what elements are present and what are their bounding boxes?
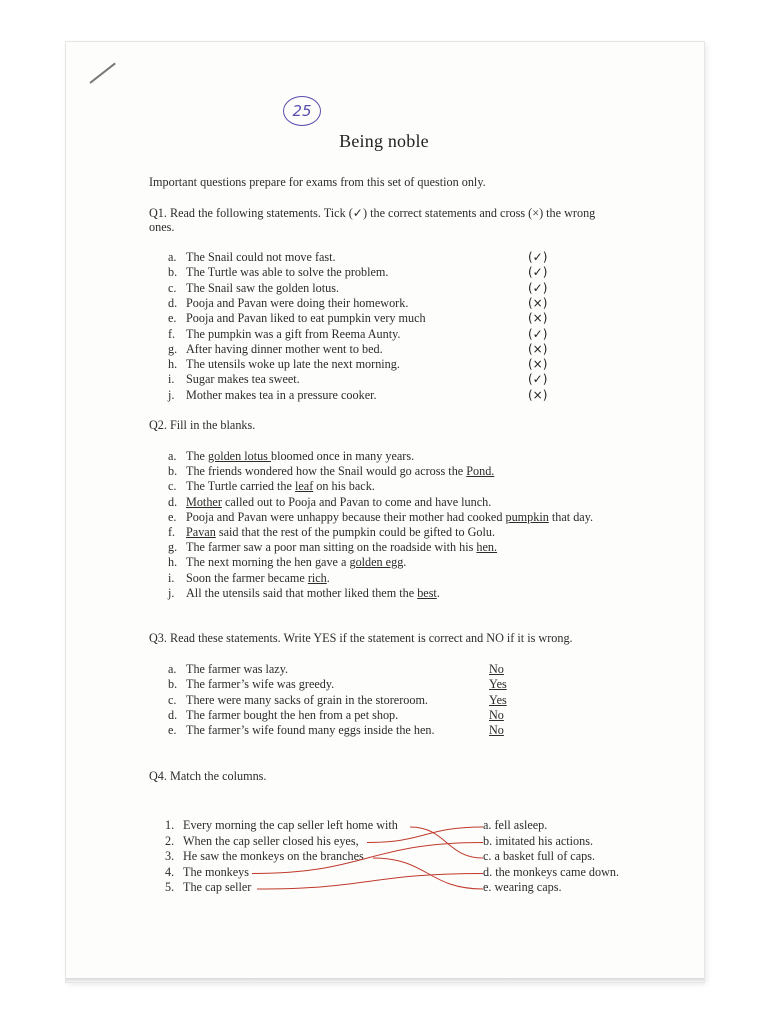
item-text: The Snail could not move fast. xyxy=(186,250,336,264)
item-text: After having dinner mother went to bed. xyxy=(186,341,383,356)
filled-blank: leaf xyxy=(294,479,314,494)
item-text: When the cap seller closed his eyes, xyxy=(183,833,359,848)
item-text: The pumpkin was a gift from Reema Aunty. xyxy=(186,326,401,341)
item-text xyxy=(186,525,495,540)
q1-heading-cont: ones. xyxy=(149,220,175,234)
tick-cross-answer: (×) xyxy=(528,311,548,326)
item-number: 4. xyxy=(165,864,175,879)
q4-heading: Q4. Match the columns. xyxy=(149,769,267,783)
item-text: There were many sacks of grain in the storeroom. xyxy=(186,692,428,707)
item-letter: e. xyxy=(168,723,177,738)
text-after-blank: bloomed once in many years. xyxy=(270,449,415,463)
item-number: 5. xyxy=(165,880,175,894)
filled-blank: Mother xyxy=(186,494,222,509)
q4-right-item: c. a basket full of caps. xyxy=(483,849,596,863)
item-letter: h. xyxy=(168,357,178,372)
q4-left-item xyxy=(165,880,445,894)
item-letter: f. xyxy=(168,525,176,539)
text-before-blank: Pooja and Pavan were unhappy because their mother had cooked xyxy=(186,509,506,524)
item-number: 2. xyxy=(165,833,175,848)
item-text: The farmer bought the hen from a pet shop. xyxy=(186,707,399,722)
item-letter: a. xyxy=(168,250,177,264)
item-number: 3. xyxy=(165,849,175,863)
item-letter: b. xyxy=(168,265,178,280)
item-letter: j. xyxy=(168,585,175,600)
text-after-blank: called out to Pooja and Pavan to come and have lunch. xyxy=(221,494,492,509)
yes-no-answer: No xyxy=(489,662,504,676)
tick-cross-answer: (×) xyxy=(528,357,548,372)
item-text xyxy=(186,495,491,510)
filled-blank: hen. xyxy=(476,540,498,555)
item-letter: a. xyxy=(168,449,177,463)
item-text: Mother makes tea in a pressure cooker. xyxy=(186,387,377,402)
q3-heading: Q3. Read these statements. Write YES if the statement is correct and NO if it is wrong. xyxy=(149,631,573,645)
item-text xyxy=(186,449,414,464)
item-text: Pooja and Pavan liked to eat pumpkin very much xyxy=(186,311,426,326)
item-letter: d. xyxy=(168,494,178,509)
text-after-blank: on his back. xyxy=(313,479,375,494)
q2-item xyxy=(168,449,628,463)
yes-no-answer: Yes xyxy=(489,692,507,707)
item-text: The farmer’s wife found many eggs inside the hen. xyxy=(186,723,435,738)
q2-item xyxy=(168,510,628,524)
q2-item xyxy=(168,571,628,585)
item-letter: i. xyxy=(168,372,175,387)
tick-cross-answer: (✓) xyxy=(528,250,548,264)
filled-blank: best xyxy=(417,585,437,600)
item-text xyxy=(186,555,406,570)
item-text: Every morning the cap seller left home with xyxy=(183,818,398,832)
instruction-note: Important questions prepare for exams from this set of question only. xyxy=(149,175,486,189)
filled-blank: Pavan xyxy=(186,525,216,539)
text-before-blank: The farmer saw a poor man sitting on the roadside with his xyxy=(186,540,477,555)
q3-item xyxy=(168,708,468,722)
item-letter: g. xyxy=(168,540,178,555)
yes-no-answer: Yes xyxy=(489,677,507,692)
item-letter: h. xyxy=(168,555,178,570)
tick-cross-answer: (✓) xyxy=(528,265,548,280)
item-letter: c. xyxy=(168,280,177,295)
q4-left-item xyxy=(165,818,445,832)
q4-left-item xyxy=(165,849,445,863)
item-text: Sugar makes tea sweet. xyxy=(186,372,300,387)
item-letter: j. xyxy=(168,387,175,402)
item-text: The Snail saw the golden lotus. xyxy=(186,280,339,295)
tick-cross-answer: (×) xyxy=(528,295,548,310)
item-letter: d. xyxy=(168,707,178,722)
q4-right-item: d. the monkeys came down. xyxy=(483,864,620,879)
item-text: The monkeys xyxy=(183,864,250,879)
item-text xyxy=(186,586,440,601)
q2-item xyxy=(168,586,628,600)
tick-cross-answer: (✓) xyxy=(528,280,548,295)
page-title: Being noble xyxy=(339,131,429,151)
tick-cross-answer: (×) xyxy=(528,341,548,356)
text-before-blank: The friends wondered how the Snail would go across the xyxy=(186,464,467,479)
item-text xyxy=(186,464,494,479)
q2-heading: Q2. Fill in the blanks. xyxy=(149,418,256,432)
page-number-circled: 25 xyxy=(283,96,321,126)
item-letter: e. xyxy=(168,509,177,524)
q3-item xyxy=(168,662,468,676)
item-text xyxy=(186,479,375,494)
filled-blank: Pond. xyxy=(466,464,495,479)
item-text: The cap seller xyxy=(183,880,252,894)
q2-item xyxy=(168,464,628,478)
text-after-blank: . xyxy=(436,585,440,600)
q2-item xyxy=(168,479,628,493)
tick-cross-answer: (✓) xyxy=(528,372,548,387)
text-before-blank: The Turtle carried the xyxy=(186,479,295,494)
item-text: The farmer was lazy. xyxy=(186,662,289,676)
text-after-blank: said that the rest of the pumpkin could be gifted to Golu. xyxy=(215,525,496,539)
tick-cross-answer: (✓) xyxy=(528,326,548,341)
text-before-blank: The next morning the hen gave a xyxy=(186,555,350,570)
item-text xyxy=(186,510,593,525)
q2-item xyxy=(168,525,628,539)
text-before-blank: All the utensils said that mother liked them the xyxy=(186,585,418,600)
q3-item xyxy=(168,693,468,707)
q4-right-item: a. fell asleep. xyxy=(483,818,548,832)
item-letter: c. xyxy=(168,479,177,494)
item-letter: b. xyxy=(168,677,178,692)
q4-right-item: e. wearing caps. xyxy=(483,880,562,894)
tick-cross-answer: (×) xyxy=(528,387,548,402)
q2-item xyxy=(168,495,628,509)
text-after-blank: . xyxy=(403,555,407,570)
q2-item xyxy=(168,555,628,569)
item-text: The utensils woke up late the next morning. xyxy=(186,357,400,372)
item-letter: i. xyxy=(168,570,175,585)
q4-left-item xyxy=(165,865,445,879)
item-text: The Turtle was able to solve the problem. xyxy=(186,265,389,280)
filled-blank: golden egg xyxy=(349,555,404,570)
item-text: The farmer’s wife was greedy. xyxy=(186,677,335,692)
filled-blank: golden lotus xyxy=(208,449,271,463)
item-letter: d. xyxy=(168,295,178,310)
text-before-blank: Soon the farmer became xyxy=(186,570,308,585)
yes-no-answer: No xyxy=(489,723,504,738)
q3-item xyxy=(168,723,468,737)
yes-no-answer: No xyxy=(489,707,504,722)
q2-item xyxy=(168,540,628,554)
text-before-blank: The xyxy=(186,449,208,463)
q4-left-item xyxy=(165,834,445,848)
filled-blank: rich xyxy=(307,570,327,585)
q3-item xyxy=(168,677,468,691)
item-text xyxy=(186,571,330,586)
q4-right-item: b. imitated his actions. xyxy=(483,833,594,848)
item-letter: c. xyxy=(168,692,177,707)
text-after-blank: . xyxy=(326,570,330,585)
item-letter: f. xyxy=(168,326,176,341)
item-number: 1. xyxy=(165,818,175,832)
item-letter: g. xyxy=(168,341,178,356)
q1-heading: Q1. Read the following statements. Tick (✓) the correct statements and cross (×) the wrong xyxy=(149,206,596,220)
item-letter: e. xyxy=(168,311,177,326)
item-letter: b. xyxy=(168,464,178,479)
item-text xyxy=(186,540,497,555)
item-text: He saw the monkeys on the branches xyxy=(183,849,364,863)
item-text: Pooja and Pavan were doing their homework. xyxy=(186,295,409,310)
item-letter: a. xyxy=(168,662,177,676)
filled-blank: pumpkin xyxy=(505,509,549,524)
page-edge xyxy=(66,978,704,982)
text-after-blank: that day. xyxy=(548,509,594,524)
